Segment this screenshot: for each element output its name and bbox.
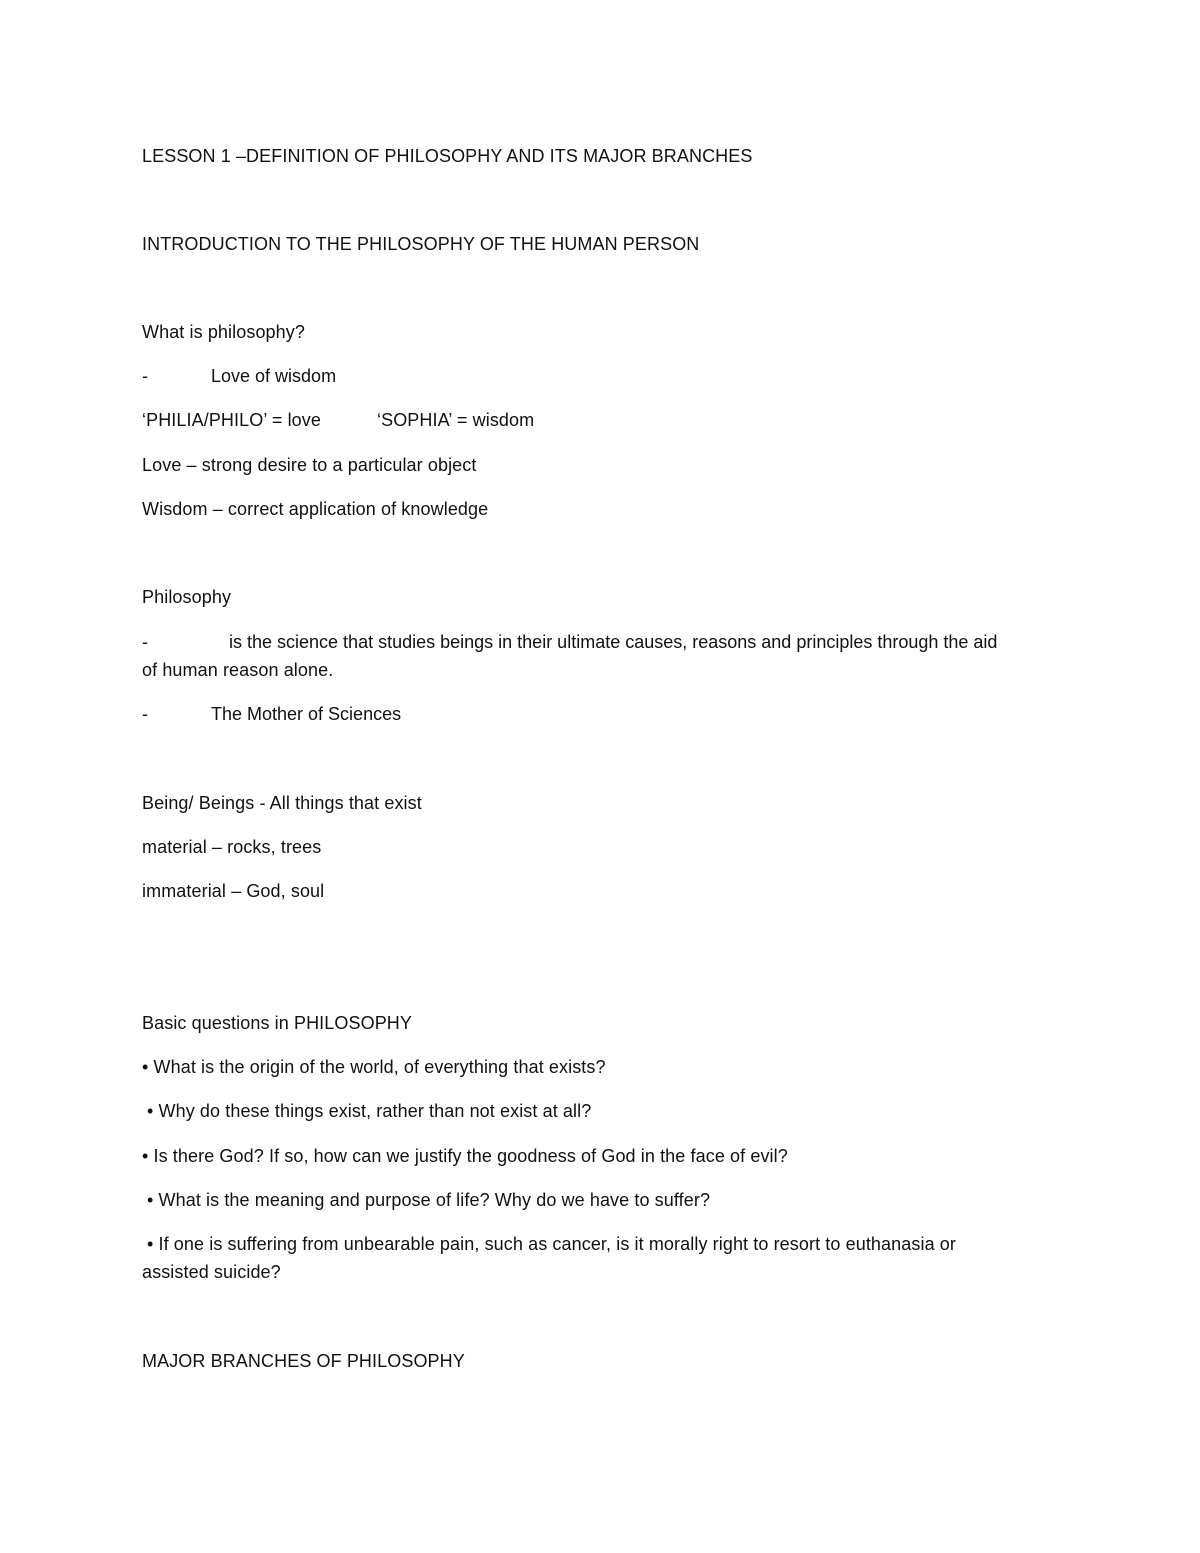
basic-question-2: • Why do these things exist, rather than not exist at all?: [147, 1101, 592, 1121]
basic-question-4: • What is the meaning and purpose of life? Why do we have to suffer?: [147, 1190, 711, 1210]
wisdom-definition: Wisdom – correct application of knowledge: [142, 499, 489, 519]
basic-question-5-line2: assisted suicide?: [142, 1262, 281, 1282]
basic-question-3: • Is there God? If so, how can we justify the goodness of God in the face of evil?: [142, 1146, 788, 1166]
etymology-philia: ‘PHILIA/PHILO’ = love: [142, 410, 322, 430]
basic-question-5-line1: • If one is suffering from unbearable pain, such as cancer, is it morally right to resort to euthanasia or: [147, 1234, 956, 1254]
course-title: INTRODUCTION TO THE PHILOSOPHY OF THE HUMAN PERSON: [142, 234, 700, 254]
lesson-title: LESSON 1 –DEFINITION OF PHILOSOPHY AND ITS MAJOR BRANCHES: [142, 146, 753, 166]
material-beings: material – rocks, trees: [142, 837, 322, 857]
love-definition: Love – strong desire to a particular object: [142, 455, 477, 475]
philosophy-definition-line2: of human reason alone.: [142, 660, 334, 680]
beings-heading: Being/ Beings - All things that exist: [142, 793, 422, 813]
list-dash: -: [142, 704, 148, 724]
immaterial-beings: immaterial – God, soul: [142, 881, 325, 901]
list-dash: -: [142, 366, 148, 386]
etymology-sophia: ‘SOPHIA’ = wisdom: [377, 410, 535, 430]
mother-of-sciences: The Mother of Sciences: [211, 704, 402, 724]
list-dash: -: [142, 632, 148, 652]
philosophy-definition-line1: is the science that studies beings in their ultimate causes, reasons and principles through the aid: [229, 632, 998, 652]
love-of-wisdom-answer: Love of wisdom: [211, 366, 337, 386]
what-is-philosophy-question: What is philosophy?: [142, 322, 305, 342]
philosophy-heading: Philosophy: [142, 587, 232, 607]
basic-question-1: • What is the origin of the world, of everything that exists?: [142, 1057, 606, 1077]
basic-questions-heading: Basic questions in PHILOSOPHY: [142, 1013, 413, 1033]
major-branches-heading: MAJOR BRANCHES OF PHILOSOPHY: [142, 1351, 465, 1371]
